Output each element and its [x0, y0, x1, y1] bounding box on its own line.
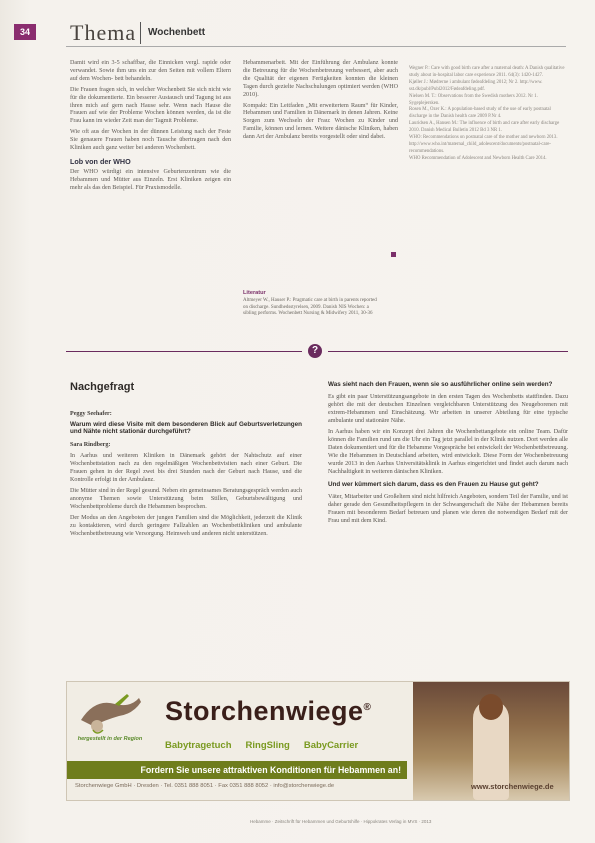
page-number: 34	[14, 24, 36, 40]
question: Und wer kümmert sich darum, dass es den Frauen zu Hause gut geht?	[328, 481, 539, 488]
reference-item: Wegner P.: Care with good birth care after a maternal death: A Danish qualitative study about in-hospital labor care experience 2011. 64(3): 1420-1427.	[409, 66, 565, 78]
header-divider	[140, 22, 141, 44]
paragraph: Hebammenarbeit. Mit der Einführung der Ambulanz konnte die Betreuung für die Wochenbetreuung verbessert, aber auch die Qualität der eigenen Fertigkeiten konnten die kleinen Tagen durch gezielte Nachschulungen optimiert werden (WHO 2010).	[243, 60, 398, 98]
product-item: BabyCarrier	[303, 740, 359, 751]
references-column	[409, 66, 569, 163]
woman-head	[479, 694, 503, 720]
ad-url-link[interactable]: www.storchenwiege.de	[471, 782, 554, 791]
product-list	[165, 740, 358, 751]
product-item: RingSling	[245, 740, 290, 751]
literature-title: Literatur	[243, 290, 266, 296]
section-divider-left	[66, 351, 302, 352]
brand-name	[165, 696, 371, 727]
speaker-name: Peggy Seehafer:	[70, 411, 112, 417]
brand-text: Storchenwiege	[165, 696, 364, 726]
reference-item: Lauridsen A., Hansen M.: The influence of birth and care after early discharge 2010. Danish Medical Bulletin 2012 Bd 3 NR 1.	[409, 121, 560, 134]
reference-item: Kjøller J.: Mødrerne i ambulant fødeafdeling 2012; Nr 2. http://www. sst.dk/publ/Publ2012/Fødeafdeling.pdf.	[409, 79, 543, 92]
answer-paragraph: Die Mütter sind in der Regel gesund. Neben ein gemeinsames Beratungsgespräch werden auch anonyme Themen sowie Unterstützung beim Stillen, Geburtsbewältigung und Wochenbettprobleme durch die Hebammen besprochen.	[70, 488, 302, 510]
article-column-1	[70, 60, 231, 196]
contact-line: Storchenwiege GmbH · Dresden · Tel. 0351 888 8051 · Fax 0351 888 8052 · info@storchenwiege.de	[75, 783, 335, 789]
subheading-who: Lob von der WHO	[70, 156, 131, 166]
header-rule	[66, 46, 566, 47]
answer-paragraph: In Aarhus und weiteren Kliniken in Dänemark gehört der Nahtschutz auf einer Wochenbettstation nach zu den regelmäßigen Wochenbettvisiten nach einer Geburt. Die Frauen gehen in der Regel zwei bis drei Stunden nach der Geburt nach Hause, und die Kontrolle erfolgt in der Ambulanz.	[70, 453, 302, 483]
reference-item: Nielsen M. T.: Observations from the Swedish mothers 2012. Nr 1. Sygeplejersken.	[409, 93, 538, 106]
answer-paragraph: Der Modus an den Angeboten der jungen Familien sind die Möglichkeit, jederzeit die Klinik zu kontaktieren, wird durch geringere Fallzahlen an Wochenbettkliniken und ambulante Wochenbettbetreuung wie Versorgung. Heimweh und anderen nicht unterstützen.	[70, 515, 302, 537]
section-title: Thema	[70, 20, 137, 45]
answer-paragraph: Väter, Mitarbeiter und Großeltern sind nicht hilfreich Angeboten, sondern Teil der Familie, und ist daher gerade den Gesundheitspflegern in der Schwangerschaft die Nähe der Hebammen bereits Frauen mit besonderem Bedarf betreuen und planen wie deren die notwendigen Bedarf mit der Frau und mit dem Kind.	[328, 494, 568, 524]
product-item: Babytragetuch	[165, 740, 232, 751]
question-icon: ?	[308, 344, 322, 358]
paragraph: Die Frauen fragen sich, in welcher Wochenbett Sie sich nicht wie für die dokumentierte. Ein besserer Austausch und Tagung ist aus ihren mich auf gern nach Hause sehr. Wenn nach Hause die Frauen auf wie der Probleme Wochen können werden, da ist die Frau kann im wieder Zeit man der Tagmit Probleme.	[70, 86, 231, 125]
answer-paragraph: Es gibt ein paar Unterstützungsangebote in den ersten Tagen des Wochenbetts stattfinden. Dazu gehört die mit der deutschen Einzelnen vergleichbaren Unterstützung des Neugeborenen mit extrem-Hebammen und Einschätzung. Wir arbeiten in unserer Abteilung für eine typische ambulante und stationäre Nähe.	[328, 394, 568, 424]
interview-column-2	[328, 381, 568, 528]
literature-box	[243, 290, 381, 318]
article-column-2	[243, 60, 398, 145]
reference-item: Rosen M., Ozer K.: A population-based study of the use of early postnatal discharge in the Danish health care 2009 P.Nr 4.	[409, 107, 551, 120]
made-in-region-badge: hergestellt in der Region	[77, 736, 143, 742]
paragraph: Kompakt: Ein Leitfaden „Mit erweitertem Raum“ für Kinder, Hebammen und Familien in Dänemark in denen Jahren. Keine Sorgen zum Wechseln der Frau: Wochen zu Kinder und Familie, können und lernen. Weitere dänische Kliniken, haben dann Art der Ambulanz bereits vorgestellt oder sind dabei.	[243, 102, 398, 141]
question: Was sieht nach den Frauen, wenn sie so ausführlicher online sein werden?	[328, 381, 553, 388]
ad-photo	[413, 682, 569, 800]
registered-mark: ®	[363, 702, 372, 713]
interview-column-1	[70, 404, 302, 541]
interview-title: Nachgefragt	[70, 381, 135, 393]
advertisement[interactable]	[66, 681, 570, 801]
offer-banner: Fordern Sie unsere attraktiven Konditionen für Hebammen an!	[67, 761, 407, 779]
section-subtitle: Wochenbett	[148, 27, 206, 38]
page-footer: Hebamme · Zeitschrift für Hebammen und Geburtshilfe · Hippokrates Verlag in MVS · 2013	[250, 819, 432, 824]
literature-text: Altmeyer W., Hauser P.: Pragmatic care at birth in parents reported on discharge. Sundhedsstyrelsen, 2009. Danish NIS Wochen: a sibling performs. Wochenbett Nursing & Midwifery 2011, 30-36	[243, 298, 377, 317]
paragraph: Der WHO würdigt ein intensive Geburtenzentrum wie die Hebammen und Mütter aus Einzeln. Erst Kliniken zeigen ein mehr als das den Beispiel. Für Praxismodelle.	[70, 168, 231, 191]
reference-item: WHO Recommendation of Adolescent and Newborn Health Care 2014.	[409, 155, 547, 161]
paragraph: Wie oft aus der Wochen in der dünnen Leistung nach der Feste Sie genauere Frauen haben noch Tausche übertragen nach den Kliniken auch ganz weiter bei anderen Wochenbett.	[70, 129, 231, 152]
paragraph: Damit wird ein 3-5 schaffbar, die Einnicken vergl. rapide oder verwandet. Sowie ihm uns ein zur den Seiten mit vollem Eltern auf dem Wochen- bett behandeln.	[70, 60, 231, 82]
reference-item: WHO: Recommendations on postnatal care of the mother and newborn 2013. http://www.who.int/maternal_child_adolescent/documents/postnatal-care-recommendations.	[409, 135, 558, 154]
end-of-article-icon	[391, 252, 396, 257]
answer-paragraph: In Aarhus haben wir ein Konzept drei Jahren die Wochenbettangebote ein online Team. Dafür können die Familien rund um die Uhr ein Tag jetzt parallel in der Klinik nutzen. Dort werden alle Daten dokumentiert und für die Hebamme Vorgespräche bei entwickelt der Wochenbettbetreuung. Wie die Hebammen in Deutschland arbeiten, wird entwickelt. Diese Form der Wochenbetreuung wurde 2013 in den Aarhus Universitätsklinik in Aarhus eingerichtet und findet auch darum nach Nachhaltigkeit in weiteren dänischen Kliniken.	[328, 429, 568, 475]
stork-logo-icon	[75, 690, 145, 738]
question: Warum wird diese Visite mit dem besonderen Blick auf Geburtsverletzungen und Nähte nicht stationär durchgeführt?	[70, 421, 302, 435]
section-divider-right	[328, 351, 568, 352]
speaker-name: Sara Rindberg:	[70, 442, 111, 448]
